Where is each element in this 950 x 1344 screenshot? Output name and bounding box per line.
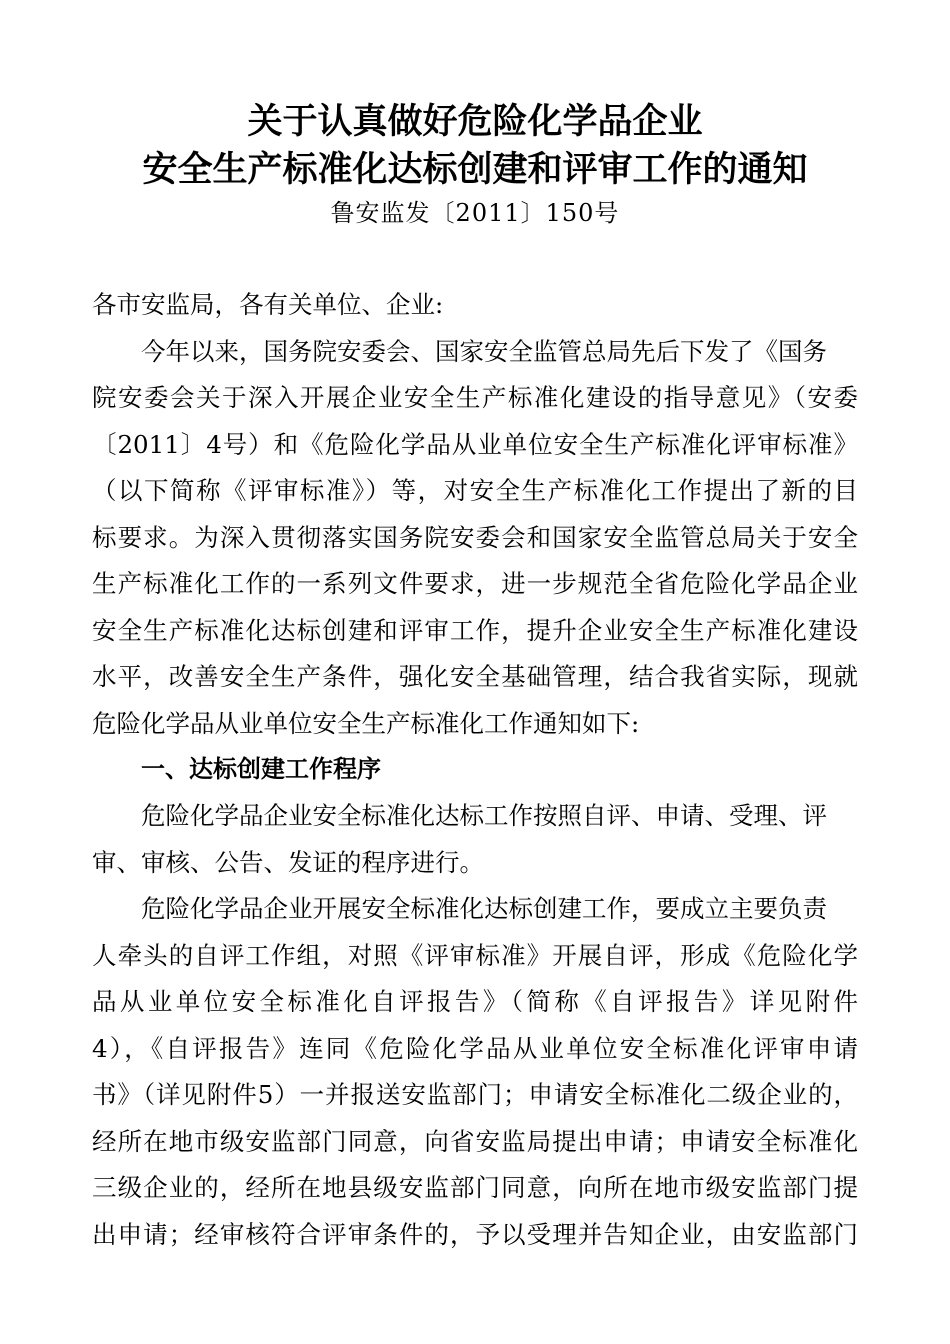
paragraph-line: 三级企业的，经所在地县级安监部门同意，向所在地市级安监部门提 <box>92 1173 858 1202</box>
paragraph-line: 品从业单位安全标准化自评报告》（简称《自评报告》详见附件 <box>92 987 858 1016</box>
paragraph-line: 生产标准化工作的一系列文件要求，进一步规范全省危险化学品企业 <box>92 569 858 598</box>
paragraph-line: 危险化学品从业单位安全生产标准化工作通知如下: <box>92 709 640 738</box>
paragraph-line: 4），《自评报告》连同《危险化学品从业单位安全标准化评审申请 <box>92 1034 858 1063</box>
paragraph-line: 人牵头的自评工作组，对照《评审标准》开展自评，形成《危险化学 <box>92 941 858 970</box>
paragraph-line: 经所在地市级安监部门同意，向省安监局提出申请；申请安全标准化 <box>92 1127 858 1156</box>
salutation: 各市安监局，各有关单位、企业: <box>92 290 444 319</box>
document-title-line-2: 安全生产标准化达标创建和评审工作的通知 <box>142 149 808 190</box>
paragraph-line: 〔2011〕4号）和《危险化学品从业单位安全生产标准化评审标准》 <box>92 430 858 459</box>
document-title-line-1: 关于认真做好危险化学品企业 <box>247 101 703 142</box>
section-heading: 一、达标创建工作程序 <box>141 755 381 783</box>
paragraph-line: 书》（详见附件5）一并报送安监部门；申请安全标准化二级企业的， <box>92 1080 858 1109</box>
paragraph-line: 安全生产标准化达标创建和评审工作，提升企业安全生产标准化建设 <box>92 616 858 645</box>
paragraph-line: 今年以来，国务院安委会、国家安全监管总局先后下发了《国务 <box>141 337 827 366</box>
paragraph-line: 危险化学品企业开展安全标准化达标创建工作，要成立主要负责 <box>141 894 827 923</box>
document-number: 鲁安监发〔2011〕150号 <box>330 199 620 227</box>
paragraph-line: （以下简称《评审标准》）等，对安全生产标准化工作提出了新的目 <box>92 476 858 505</box>
paragraph-line: 院安委会关于深入开展企业安全生产标准化建设的指导意见》（安委 <box>92 383 858 412</box>
paragraph-line: 水平，改善安全生产条件，强化安全基础管理，结合我省实际，现就 <box>92 662 858 691</box>
paragraph-line: 标要求。为深入贯彻落实国务院安委会和国家安全监管总局关于安全 <box>92 523 858 552</box>
paragraph-line: 审、审核、公告、发证的程序进行。 <box>92 848 484 877</box>
paragraph-line: 出申请；经审核符合评审条件的，予以受理并告知企业，由安监部门 <box>92 1220 858 1249</box>
paragraph-line: 危险化学品企业安全标准化达标工作按照自评、申请、受理、评 <box>141 801 827 830</box>
